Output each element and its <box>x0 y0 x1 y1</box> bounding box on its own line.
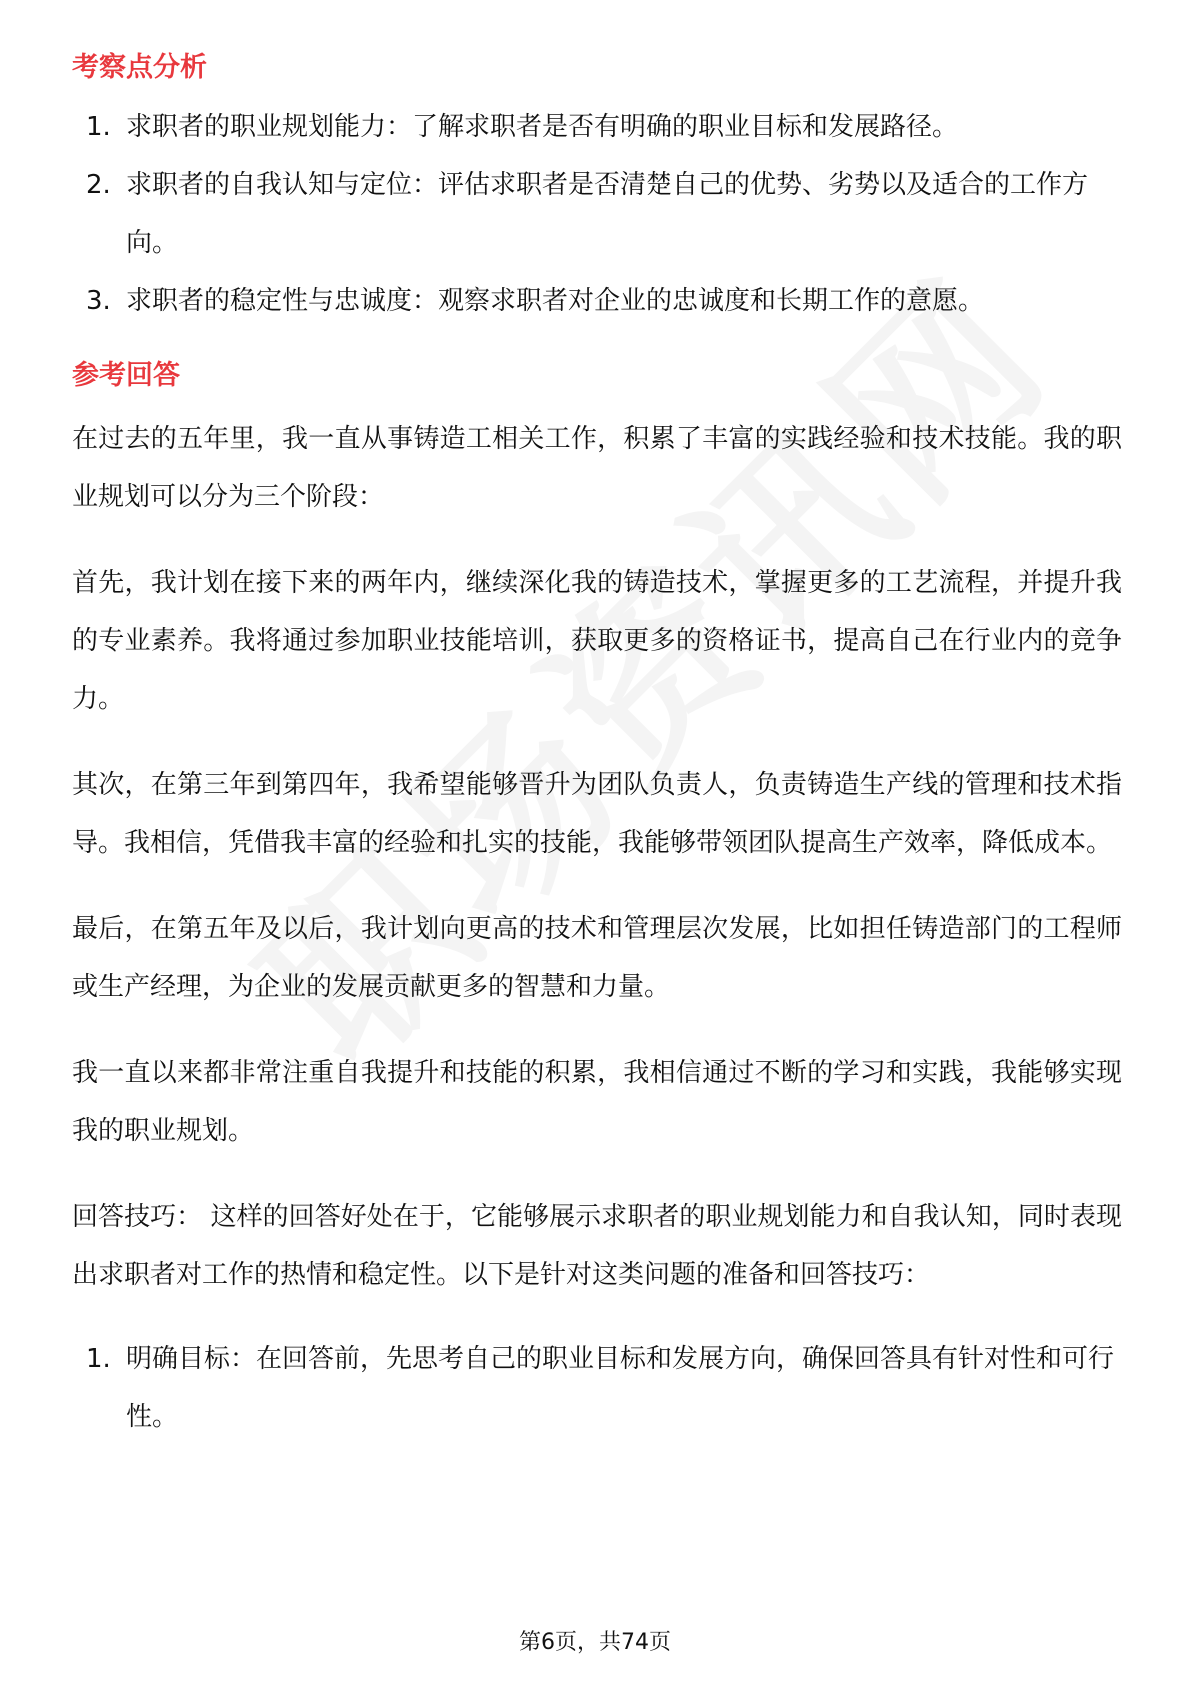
list-number: 3. <box>86 286 111 316</box>
answer-paragraph: 其次，在第三年到第四年，我希望能够晋升为团队负责人，负责铸造生产线的管理和技术指导。我相信，凭借我丰富的经验和扎实的技能，我能够带领团队提高生产效率，降低成本。 <box>72 770 1122 858</box>
list-text: 求职者的职业规划能力：了解求职者是否有明确的职业目标和发展路径。 <box>126 112 959 142</box>
page-content <box>72 48 1122 1446</box>
analysis-list <box>72 98 1122 330</box>
answer-paragraph: 首先，我计划在接下来的两年内，继续深化我的铸造技术，掌握更多的工艺流程，并提升我的专业素养。我将通过参加职业技能培训，获取更多的资格证书，提高自己在行业内的竞争力。 <box>72 568 1122 714</box>
list-text: 求职者的自我认知与定位：评估求职者是否清楚自己的优势、劣势以及适合的工作方向。 <box>126 170 1089 258</box>
answer-paragraph: 在过去的五年里，我一直从事铸造工相关工作，积累了丰富的实践经验和技术技能。我的职业规划可以分为三个阶段： <box>72 424 1122 512</box>
answer-heading: 参考回答 <box>72 360 180 391</box>
list-item <box>72 272 1122 330</box>
answer-paragraph: 最后，在第五年及以后，我计划向更高的技术和管理层次发展，比如担任铸造部门的工程师或生产经理，为企业的发展贡献更多的智慧和力量。 <box>72 914 1122 1002</box>
page-footer: 第6页，共74页 <box>519 1630 671 1655</box>
list-item <box>72 98 1122 156</box>
answer-paragraph: 我一直以来都非常注重自我提升和技能的积累，我相信通过不断的学习和实践，我能够实现我的职业规划。 <box>72 1058 1122 1146</box>
tips-list <box>72 1330 1122 1446</box>
list-item <box>72 1330 1122 1446</box>
analysis-heading: 考察点分析 <box>72 52 207 83</box>
list-number: 2. <box>86 170 111 200</box>
list-text: 明确目标：在回答前，先思考自己的职业目标和发展方向，确保回答具有针对性和可行性。 <box>126 1344 1115 1432</box>
answer-tips-intro: 回答技巧： 这样的回答好处在于，它能够展示求职者的职业规划能力和自我认知，同时表现出求职者对工作的热情和稳定性。以下是针对这类问题的准备和回答技巧： <box>72 1202 1122 1290</box>
list-text: 求职者的稳定性与忠诚度：观察求职者对企业的忠诚度和长期工作的意愿。 <box>126 286 985 316</box>
list-number: 1. <box>86 112 111 142</box>
list-item <box>72 156 1122 272</box>
list-number: 1. <box>86 1344 111 1374</box>
